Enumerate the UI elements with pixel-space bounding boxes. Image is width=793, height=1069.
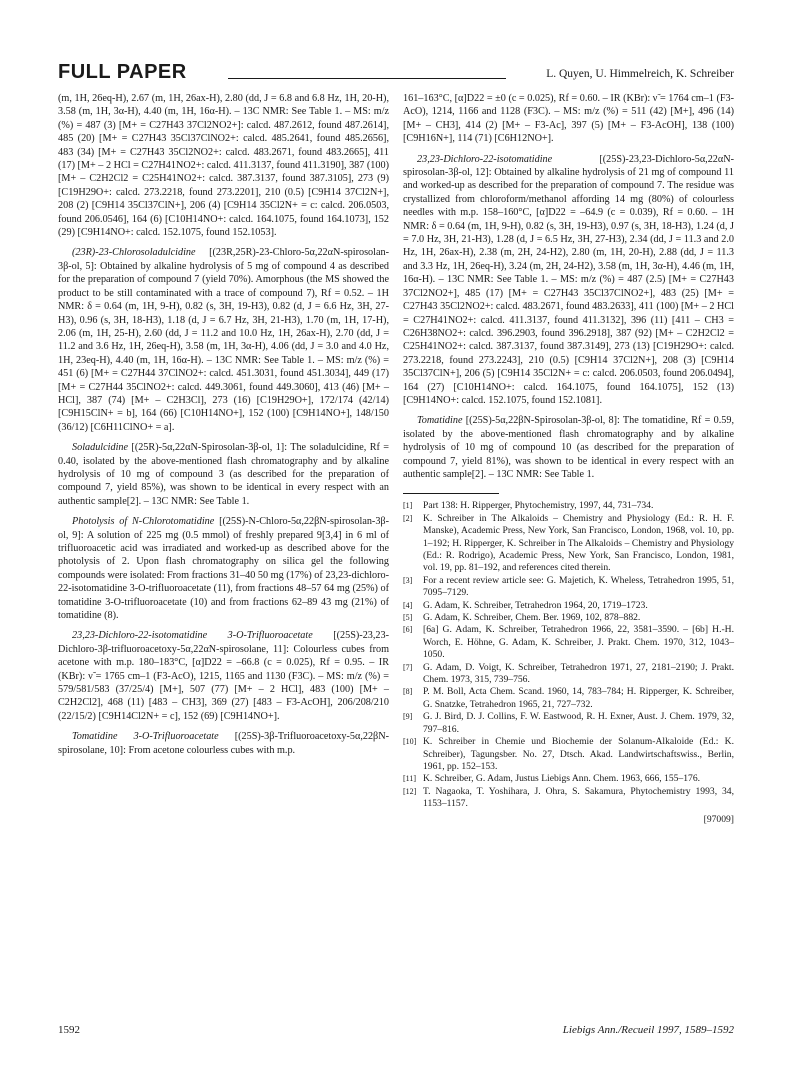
paragraph-soladulcidine: Soladulcidine [(25R)-5α,22αN-Spirosolan-3β-ol, 1]: The soladulcidine, Rf = 0.40, isolated by the above-mentioned flash chromatography and by alkaline hydrolysis of 10 mg of compound 3 (as described for the preparation of compound 7, yield 85%), was shown to be identical in every respect with an authentic sample[2]. – 13C NMR: See Table 1. bbox=[58, 442, 389, 507]
reference-item: [12] T. Nagaoka, T. Yoshihara, J. Ohra, S. Sakamura, Phytochemistry 1993, 34, 1153–1157. bbox=[403, 785, 734, 810]
right-column bbox=[403, 92, 734, 826]
references-rule bbox=[403, 493, 499, 494]
reference-item: [8] P. M. Boll, Acta Chem. Scand. 1960, 14, 783–784; H. Ripperger, K. Schreiber, G. Snatzke, Tetrahedron 1965, 21, 727–732. bbox=[403, 686, 734, 710]
compound-name: Soladulcidine bbox=[72, 442, 129, 454]
reference-item: [1] Part 138: H. Ripperger, Phytochemistry, 1997, 44, 731–734. bbox=[403, 500, 654, 512]
reference-item: [11] K. Schreiber, G. Adam, Justus Liebigs Ann. Chem. 1963, 666, 155–176. bbox=[403, 773, 701, 785]
paragraph-photolysis: Photolysis of N-Chlorotomatidine [(25S)-N-Chloro-5α,22βN-spirosolan-3β-ol, 9]: A solution of 225 mg (0.5 mmol) of freshly prepared 9[3,4] in 6 ml of trifluoroacetic acid was irradiated and worked-up as described above for the photolysis of 2. Upon flash chromatography on silica gel the following compounds were isolated: From fractions 31–40 50 mg (17%) of 23,23-dichloro-22-isotomatidine 3-O-trifluoroacetate (11), from fractions 48–57 64 mg (25%) of tomatidine 3-O-trifluoroacetate (10) and from fractions 62–89 43 mg (21%) of tomatidine (8). bbox=[58, 516, 389, 622]
compound-name: Tomatidine 3-O-Trifluoroacetate bbox=[72, 731, 219, 743]
reference-item: [9] G. J. Bird, D. J. Collins, F. W. Eastwood, R. H. Exner, Aust. J. Chem. 1979, 32, 797–816. bbox=[403, 711, 734, 735]
compound-name: Tomatidine bbox=[417, 415, 463, 427]
reference-item: [7] G. Adam, D. Voigt, K. Schreiber, Tetrahedron 1971, 27, 2181–2190; J. Prakt. Chem. 1973, 315, 739–756. bbox=[403, 661, 734, 686]
compound-name: 23,23-Dichloro-22-isotomatidine 3-O-Trifluoroacetate bbox=[72, 630, 313, 642]
reference-item: [3] For a recent review article see: G. Majetich, K. Wheless, Tetrahedron 1995, 51, 7095–7129. bbox=[403, 574, 734, 599]
reference-item: [6] [6a] G. Adam, K. Schreiber, Tetrahedron 1966, 22, 3581–3590. – [6b] H.-H. Worch, E. Höhne, G. Adam, K. Schreiber, J. Prakt. Chem. 1970, 312, 1043–1050. bbox=[403, 624, 734, 661]
reference-item: [4] G. Adam, K. Schreiber, Tetrahedron 1964, 20, 1719–1723. bbox=[403, 599, 648, 611]
journal-citation: Liebigs Ann./Recueil 1997, 1589–1592 bbox=[562, 1024, 734, 1036]
manuscript-code: [97009] bbox=[703, 813, 734, 825]
paragraph-compound-12: 23,23-Dichloro-22-isotomatidine [(25S)-23,23-Dichloro-5α,22αN-spirosolan-3β-ol, 12]: Obtained by alkaline hydrolysis of 21 mg of compound 11 and worked-up as described for the preparation of compound 7. The residue was crystallized from chloroform/methanol affording 14 mg (80%) of colourless needles with m.p. 158–160°C, [α]D22 = –64.9 (c = 0.039), Rf = 0.60. – 1H NMR: δ = 0.64 (m, 1H, 9-H), 0.82 (s, 3H, 19-H3), 0.97 (s, 3H, 18-H3), 1.24 (d, J = 7.0 Hz, 3H, 21-H3), 1.28 (d, J = 6.5 Hz, 3H, 27-H3), 2.34 (dd, J = 11.3 and 2.0 Hz, 1H, 26ax-H), 2.38 (m, 2H, 24-H2), 2.80 (m, 1H, 20-H), 2.88 (dd, J = 11.3 and 3.3 Hz, 1H, 26eq-H), 3.24 (m, 2H, 24-H2), 3.58 (m, 1H, 3α-H), 4.46 (m, 1H, 16α-H). – 13C NMR: See Table 1. – MS: m/z (%) = 487 (2.5) [M+ = C27H43 37Cl2NO2+], 485 (17) [M+ = C27H43 35Cl37ClNO2+], 483 (25) [M+ = C27H43 35Cl2NO2+: calcd. 483.2671, found 483.2633], 411 (100) [M+ – 2 HCl = C27H41NO2+: calcd. 411.3137, found 411.3132], 396 (11) [411 – CH3 = C26H38NO2+: calcd. 396.2903, found 396.2918], 387 (92) [M+ – C2H2Cl2 = C25H41NO2+: calcd. 387.3137, found 387.3149], 273 (13) [C19H29O+: calcd. 273.2218, found 273.2243], 210 (0.5) [C9H14 37Cl2N+], 208 (3) [C9H14 35Cl37ClN+], 206 (5) [C9H14 35Cl2N+ = c: calcd. 206.0503, found 206.0494], 164 (27) [C10H14NO+: calcd. 164.1075, found 164.1075], 152 (13) [C9H14NO+: calcd. 152.1075, found 152.1081]. bbox=[403, 153, 734, 406]
paragraph-compound-10: Tomatidine 3-O-Trifluoroacetate [(25S)-3β-Trifluoroacetoxy-5α,22βN-spirosolane, 10]: From acetone colourless cubes with m.p. bbox=[58, 731, 389, 756]
references-list bbox=[403, 500, 734, 810]
compound-name: Photolysis of N-Chlorotomatidine bbox=[72, 516, 215, 528]
paragraph-compound-11: 23,23-Dichloro-22-isotomatidine 3-O-Trifluoroacetate [(25S)-23,23-Dichloro-3β-trifluoroacetoxy-5α,22αN-spirosolane, 11]: Colourless cubes from acetone with m.p. 180–183°C, [α]D22 = –66.8 (c = 0.025), Rf = 0.95. – IR (KBr): ν̃ = 1765 cm–1 (F3-AcO), 1215, 1165 and 1130 (F3C). – MS: m/z (%) = 579/581/583 (37/25/4) [M+], 507 (77) [M+ – 2 HCl], 483 (100) [M+ – C2H2Cl2], 468 (11) [483 – CH3], 369 (27) [483 – F3-AcOH], 206/208/210 (22/15/2) [C9H14Cl2N+ = c], 152 (69) [C9H14NO+]. bbox=[58, 630, 390, 722]
paragraph-continuation: (m, 1H, 26eq-H), 2.67 (m, 1H, 26ax-H), 2.80 (dd, J = 6.8 and 6.8 Hz, 1H, 20-H), 3.58 (m, 1H, 3α-H), 4.40 (m, 1H, 16α-H). – 13C NMR: See Table 1. – MS: m/z (%) = 487 (3) [M+ = C27H43 37Cl2NO2+]: calcd. 487.2612, found 487.2614], 485 (20) [M+ = C27H43 35Cl37ClNO2+: calcd. 485.2641, found 485.2656], 483 (34) [M+ = C27H43 35Cl2NO2+: calcd. 483.2671, found 483.2665], 411 (17) [M+ – 2 HCl = C27H41NO2+: calcd. 411.3137, found 411.3190], 387 (100) [M+ – C2H2Cl2 = C25H41NO2+: calcd. 387.3137, found 387.3105], 273 (9) [C19H29O+: calcd. 273.2218, found 273.2201], 210 (0.5) [C9H14 37Cl2N+], 208 (2) [C9H14 35Cl37ClN+], 206 (4) [C9H14 35Cl2N+ = c: calcd. 206.0503, found 206.0546], 164 (6) [C10H14NO+: calcd. 164.1075, found 164.1073], 152 (29) [C9H14NO+: calcd. 152.1075, found 152.1053]. bbox=[58, 93, 389, 239]
page-number: 1592 bbox=[58, 1024, 80, 1036]
section-label: FULL PAPER bbox=[58, 61, 187, 83]
header-rule bbox=[228, 78, 506, 79]
reference-item: [5] G. Adam, K. Schreiber, Chem. Ber. 1969, 102, 878–882. bbox=[403, 612, 641, 624]
paragraph-continuation: 161–163°C, [α]D22 = ±0 (c = 0.025), Rf = 0.60. – IR (KBr): ν̃ = 1764 cm–1 (F3-AcO), 1214, 1166 and 1128 (F3C). – MS: m/z (%) = 511 (42) [M+], 496 (14) [M+ – CH3], 414 (2) [M+ – F3-Ac], 397 (5) [M+ – F3-AcOH], 138 (100) [C9H16N+], 114 (71) [C6H12NO+]. bbox=[403, 93, 734, 145]
paragraph-tomatidine: Tomatidine [(25S)-5α,22βN-Spirosolan-3β-ol, 8]: The tomatidine, Rf = 0.59, isolated by the above-mentioned flash chromatography and by alkaline hydrolysis of 10 mg of compound 10 (as described for the preparation of compound 7, yield 81%), was shown to be identical in every respect with an authentic sample[2]. – 13C NMR: See Table 1. bbox=[403, 415, 734, 480]
reference-item: [10] K. Schreiber in Chemie und Biochemie der Solanum-Alkaloide (Ed.: K. Schreiber), Tagungsber. No. 27, Dtsch. Akad. Landwirtschaftswiss., Berlin, 1961, pp. 152–153. bbox=[403, 736, 734, 772]
compound-name: (23R)-23-Chlorosoladulcidine bbox=[72, 247, 196, 259]
running-authors: L. Quyen, U. Himmelreich, K. Schreiber bbox=[546, 68, 734, 80]
left-column bbox=[58, 92, 389, 757]
page-header bbox=[58, 58, 734, 82]
paragraph-compound-5: (23R)-23-Chlorosoladulcidine [(23R,25R)-23-Chloro-5α,22αN-spirosolan-3β-ol, 5]: Obtained by alkaline hydrolysis of 5 mg of compound 4 as described for the preparation of compound 7 (yield 70%). Amorphous (the MS showed the product to be still contaminated with a trace of compound 7), Rf = 0.52. – 1H NMR: δ = 0.64 (m, 1H, 9-H), 0.82 (s, 3H, 19-H3), 0.82 (d, J = 6.6 Hz, 3H, 27-H3), 0.96 (s, 3H, 18-H3), 1.18 (d, J = 6.7 Hz, 3H, 21-H3), 1.70 (m, 1H, 17-H), 2.06 (m, 1H, 25-H), 2.60 (dd, J = 11.2 and 10.0 Hz, 1H, 26ax-H), 2.70 (dd, J = 11.2 and 3.6 Hz, 1H, 26eq-H), 3.58 (m, 1H, 3α-H), 4.06 (dd, J = 3.0 and 4.0 Hz, 1H, 23eq-H), 4.40 (m, 1H, 16α-H). – 13C NMR: See Table 1. – MS: m/z (%) = 451 (6) [M+ = C27H44 37ClNO2+: calcd. 451.3031, found 451.3034], 449 (17) [M+ = C27H44 35ClNO2+: calcd. 449.3061, found 449.3060], 413 (46) [M+ – HCl], 387 (74) [M+ – C2H3Cl], 273 (16) [C19H29O+], 172/174 (42/14) [C9H15ClN+ = b], 164 (66) [C10H14NO+], 152 (100) [C9H14NO+], 148/150 (36/12) [C6H11ClNO+ = a]. bbox=[58, 247, 389, 433]
reference-item: [2] K. Schreiber in The Alkaloids – Chemistry and Physiology (Ed.: R. H. F. Manske), Academic Press, New York, San Francisco, London, 1968, vol. 10, pp. 1–192; H. Ripperger, K. Schreiber in The Alkaloids – Chemistry and Physiology (Ed.: R. Rodrigo), Academic Press, New York, San Francisco, London, 1981, vol. 19, pp. 81–192, and references cited therein. bbox=[403, 512, 734, 574]
compound-name: 23,23-Dichloro-22-isotomatidine bbox=[417, 153, 553, 165]
